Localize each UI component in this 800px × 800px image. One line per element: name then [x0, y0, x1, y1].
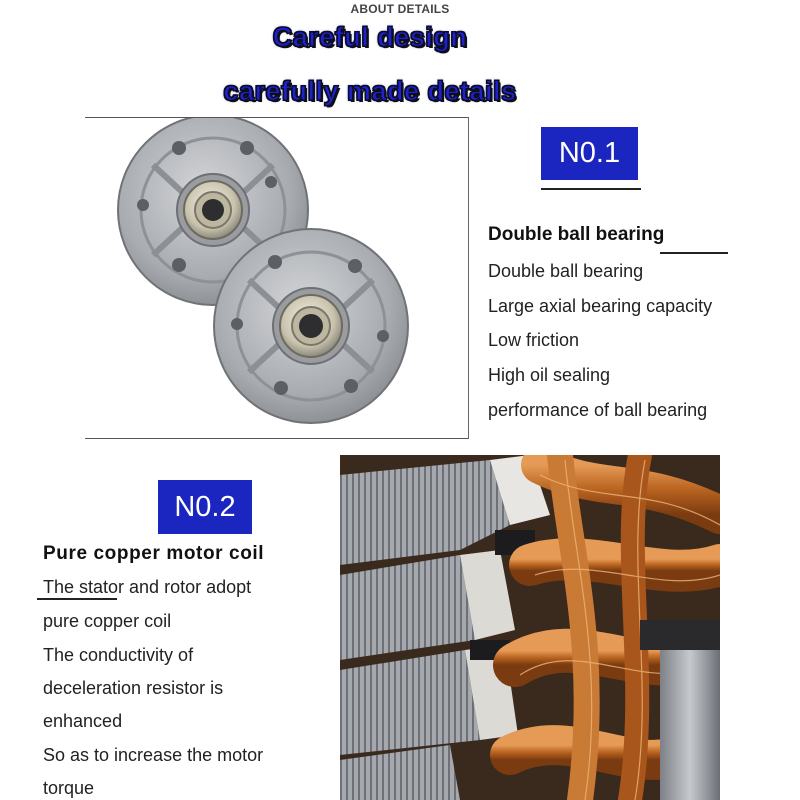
- title-underline-1: [660, 252, 728, 254]
- feature-number-badge-1: N0.1: [541, 127, 638, 180]
- bearing-photo: [85, 117, 469, 439]
- feature-1-line: High oil sealing: [488, 365, 611, 385]
- feature-2-line: The stator and rotor adopt: [43, 577, 252, 597]
- feature-2-line: deceleration resistor is: [43, 678, 224, 698]
- feature-2-line: The conductivity of: [43, 645, 194, 665]
- headline-primary: Careful design: [272, 22, 468, 52]
- feature-1-line: Double ball bearing: [488, 261, 644, 281]
- bearing-end-caps-image: [85, 118, 468, 438]
- feature-title-1: Double ball bearing: [488, 224, 665, 245]
- feature-2-line: enhanced: [43, 711, 123, 731]
- badge-underline-1: [541, 188, 641, 190]
- feature-1-line: Low friction: [488, 330, 580, 350]
- feature-title-2: Pure copper motor coil: [43, 543, 265, 564]
- copper-coil-photo: [340, 455, 720, 800]
- feature-1-line: Large axial bearing capacity: [488, 296, 713, 316]
- feature-1-line: performance of ball bearing: [488, 400, 708, 420]
- feature-2-line: torque: [43, 778, 95, 798]
- title-underline-2: [37, 598, 117, 600]
- headline-secondary: carefully made details: [223, 76, 517, 106]
- feature-2-line: So as to increase the motor: [43, 745, 264, 765]
- feature-number-badge-2: N0.2: [158, 480, 252, 534]
- feature-2-line: pure copper coil: [43, 611, 172, 631]
- copper-coil-rotor-image: [340, 455, 720, 800]
- section-label: ABOUT DETAILS: [350, 2, 450, 16]
